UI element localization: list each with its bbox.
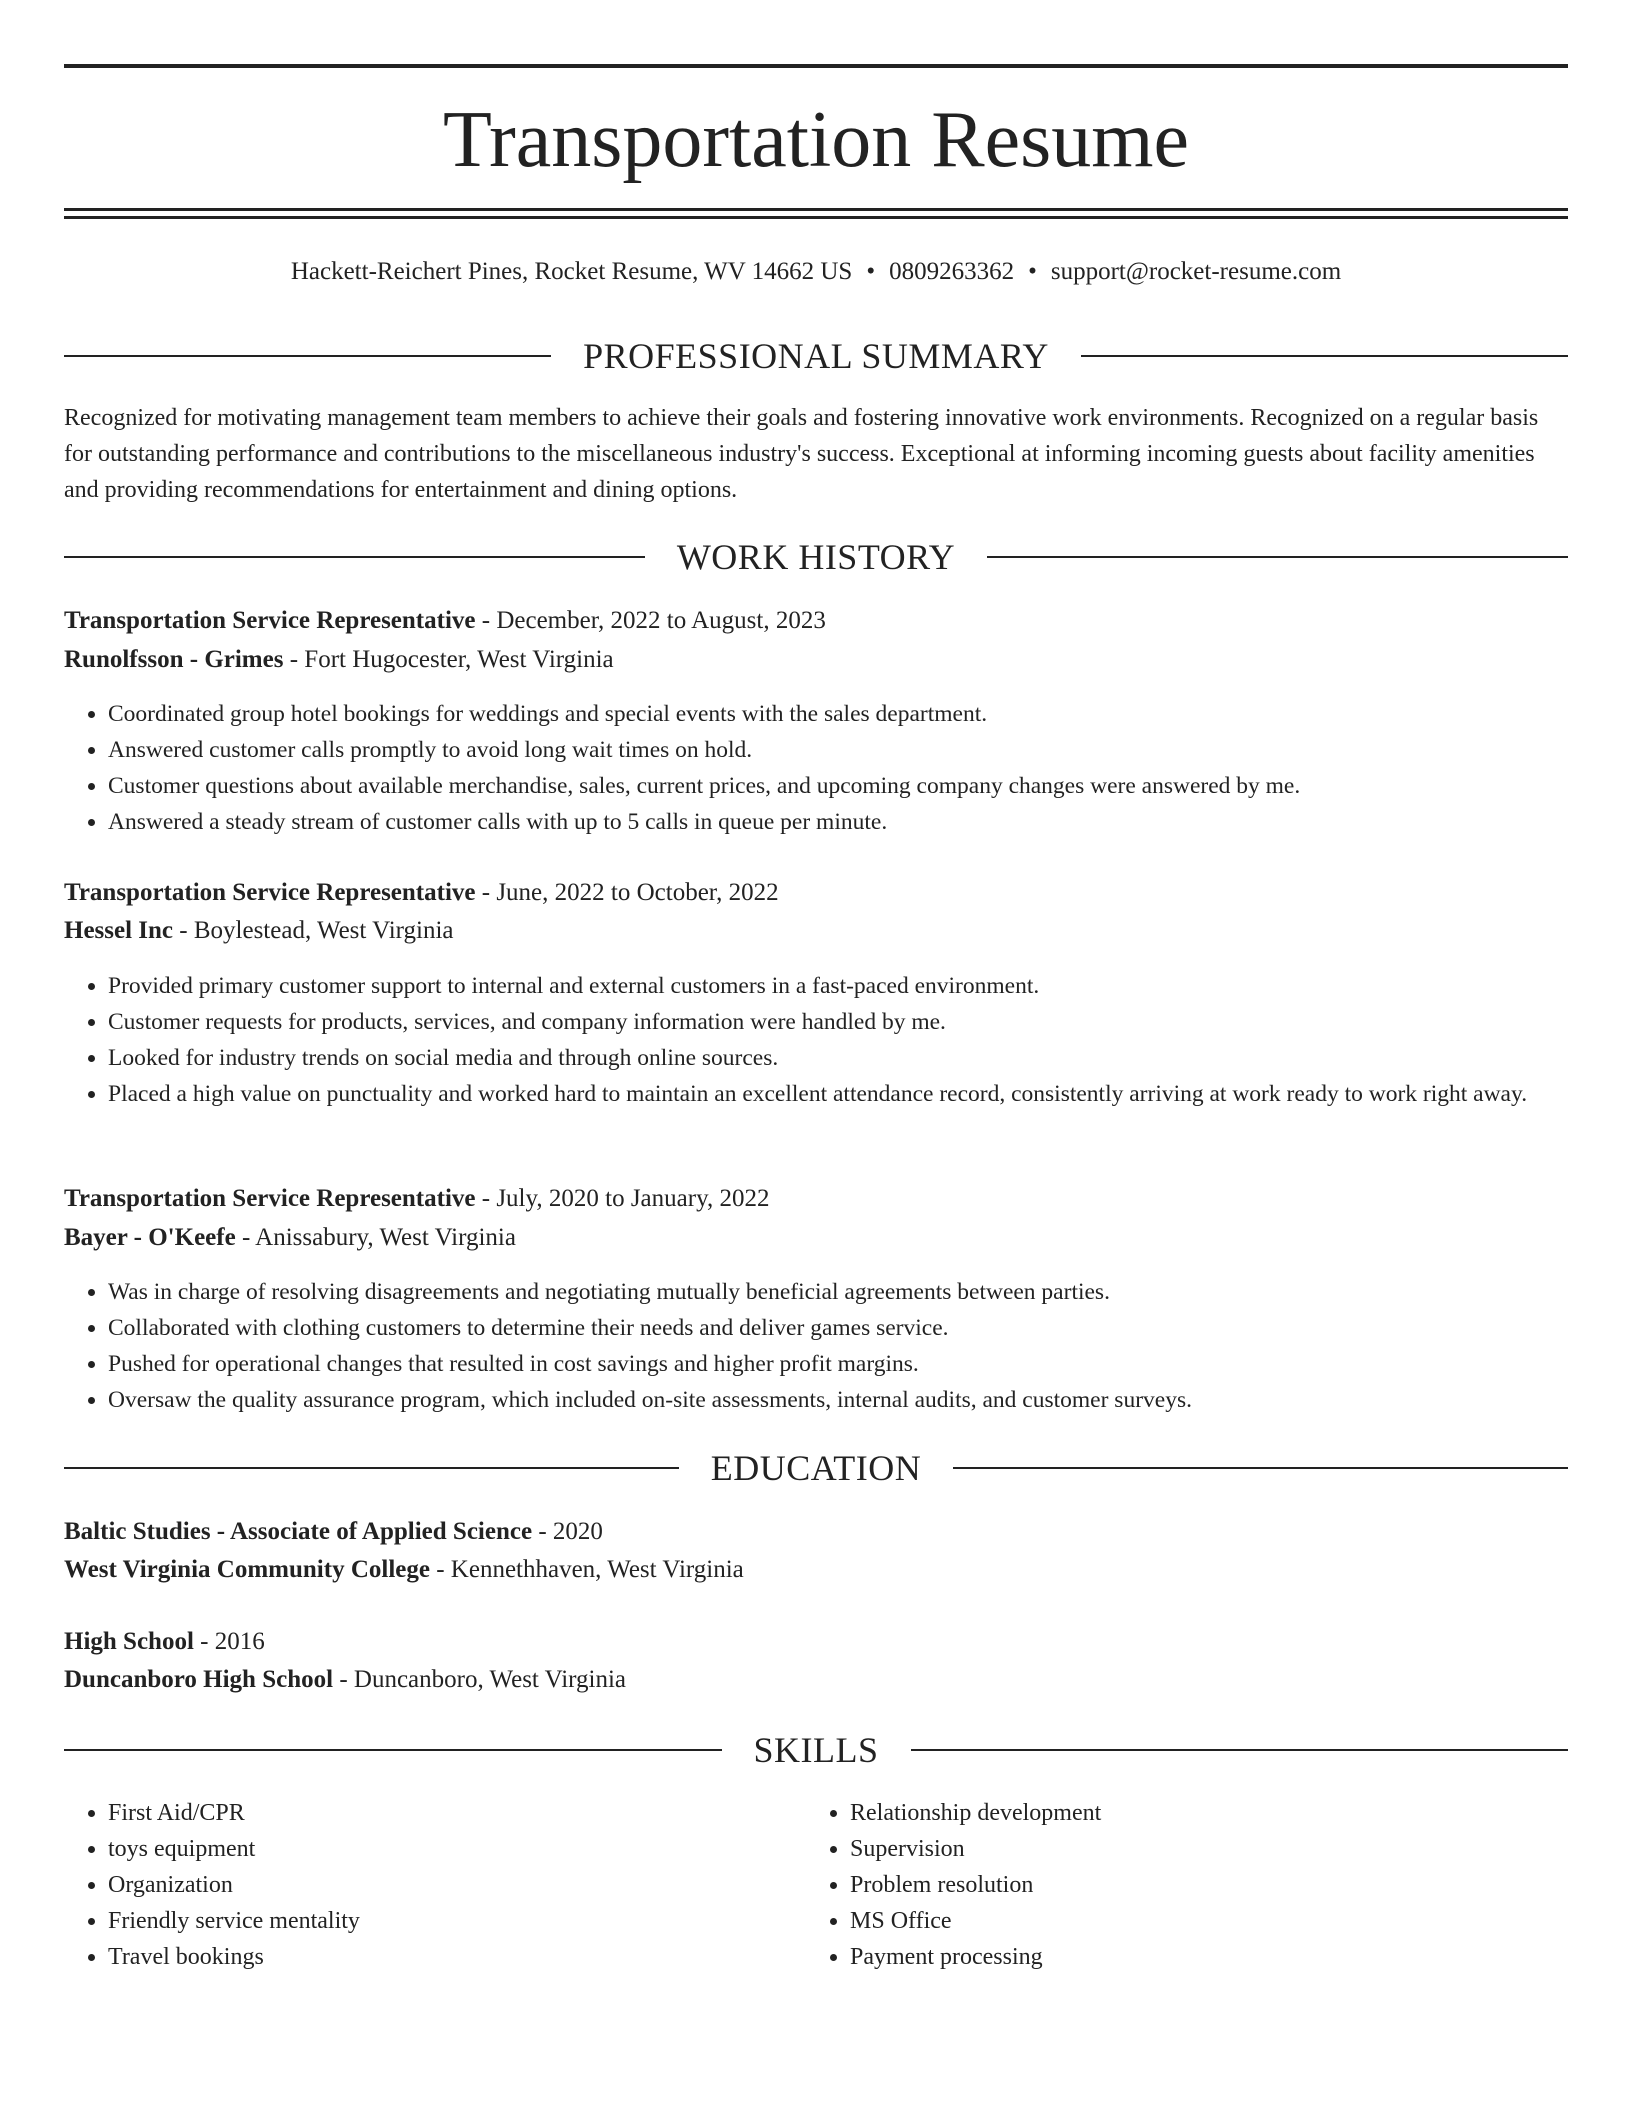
education-year: - 2020 — [532, 1518, 603, 1545]
section-title: PROFESSIONAL SUMMARY — [583, 336, 1049, 376]
section-rule — [64, 1749, 722, 1751]
section-title: WORK HISTORY — [676, 537, 956, 577]
top-rule — [64, 64, 1568, 68]
skill-item: • Supervision — [850, 1831, 1550, 1867]
contact-line — [0, 254, 1632, 290]
summary-text: Recognized for motivating management team members to achieve their goals and fostering innovative work environments. Recognized on a regular basis for outstanding performance and contributions to the miscellaneous industry's success. Exceptional at informing incoming guests about facility amenities and providing recommendations for entertainment and dining options. — [64, 405, 1539, 503]
list-item: • Customer questions about available merchandise, sales, current prices, and upcoming company changes were answered by me. — [108, 768, 1612, 804]
section-rule — [64, 556, 645, 558]
list-item: • Answered customer calls promptly to avoid long wait times on hold. — [108, 732, 1612, 768]
skill-item: • Friendly service mentality — [108, 1903, 808, 1939]
job-title: Transportation Service Representative — [64, 1185, 476, 1212]
section-rule — [911, 1749, 1569, 1751]
list-item: • Customer requests for products, services, and company information were handled by me. — [108, 1004, 1612, 1040]
skill-item: • First Aid/CPR — [108, 1795, 808, 1831]
education-degree: Baltic Studies - Associate of Applied Science — [64, 1518, 533, 1545]
list-item: • Oversaw the quality assurance program, which included on-site assessments, internal audits, and customer surveys. — [108, 1382, 1612, 1418]
list-item: • Pushed for operational changes that resulted in cost savings and higher profit margins. — [108, 1346, 1612, 1382]
job-dates: - July, 2020 to January, 2022 — [475, 1185, 770, 1212]
contact-phone: 0809263362 — [889, 258, 1015, 285]
job-title: Transportation Service Representative — [64, 879, 476, 906]
job-company-line — [64, 1219, 1568, 1257]
list-item: • Collaborated with clothing customers to determine their needs and deliver games service. — [108, 1310, 1612, 1346]
section-title: EDUCATION — [710, 1448, 922, 1488]
skills-list-right — [806, 1795, 1550, 1975]
skill-item: • Payment processing — [850, 1939, 1550, 1975]
list-item: • Answered a steady stream of customer calls with up to 5 calls in queue per minute. — [108, 804, 1612, 840]
contact-separator: • — [866, 258, 876, 285]
section-rule — [987, 556, 1568, 558]
list-item: • Placed a high value on punctuality and worked hard to maintain an excellent attendance record, consistently arriving at work ready to work right away. — [108, 1076, 1612, 1112]
job-company: Bayer - O'Keefe — [64, 1224, 236, 1251]
skill-item: • Travel bookings — [108, 1939, 808, 1975]
resume-title: Transportation Resume — [443, 96, 1189, 184]
job-location: - Anissabury, West Virginia — [235, 1224, 516, 1251]
skill-item: • Organization — [108, 1867, 808, 1903]
skill-item: • toys equipment — [108, 1831, 808, 1867]
job-company: Hessel Inc — [64, 917, 174, 944]
education-degree-line — [64, 1513, 1568, 1551]
list-item: • Looked for industry trends on social media and through online sources. — [108, 1040, 1612, 1076]
section-rule — [64, 1467, 679, 1469]
education-school: West Virginia Community College — [64, 1556, 430, 1583]
job-company-line — [64, 641, 1568, 679]
section-header-skills — [64, 1728, 1568, 1772]
education-school-line — [64, 1551, 1568, 1589]
section-rule — [953, 1467, 1568, 1469]
job-dates: - December, 2022 to August, 2023 — [475, 607, 826, 634]
title-rule-lower — [64, 216, 1568, 219]
skills-list-left — [64, 1795, 808, 1975]
education-location: - Duncanboro, West Virginia — [333, 1666, 627, 1693]
section-rule — [64, 355, 551, 357]
job-bullets — [64, 1274, 1612, 1418]
job-title-line — [64, 874, 1568, 912]
job-company: Runolfsson - Grimes — [64, 646, 284, 673]
list-item: • Coordinated group hotel bookings for weddings and special events with the sales department. — [108, 696, 1612, 732]
contact-separator: • — [1028, 258, 1037, 285]
section-title: SKILLS — [753, 1730, 879, 1770]
job-bullets — [64, 696, 1612, 840]
section-header-work — [64, 535, 1568, 579]
list-item: • Was in charge of resolving disagreements and negotiating mutually beneficial agreements between parties. — [108, 1274, 1612, 1310]
job-title-line — [64, 1180, 1568, 1218]
job-title: Transportation Service Representative — [64, 607, 476, 634]
job-location: - Boylestead, West Virginia — [173, 917, 454, 944]
job-title-line — [64, 602, 1568, 640]
list-item: • Provided primary customer support to internal and external customers in a fast-paced environment. — [108, 968, 1612, 1004]
job-dates: - June, 2022 to October, 2022 — [475, 879, 779, 906]
education-school-line — [64, 1661, 1568, 1699]
contact-email: support@rocket-resume.com — [1050, 258, 1342, 285]
education-school: Duncanboro High School — [64, 1666, 334, 1693]
job-bullets — [64, 968, 1612, 1112]
job-company-line — [64, 912, 1568, 950]
education-degree-line — [64, 1623, 1568, 1661]
education-year: - 2016 — [193, 1628, 265, 1655]
skill-item: • MS Office — [850, 1903, 1550, 1939]
skill-item: • Problem resolution — [850, 1867, 1550, 1903]
section-header-education — [64, 1446, 1568, 1490]
section-rule — [1081, 355, 1568, 357]
section-header-summary — [64, 334, 1568, 378]
job-location: - Fort Hugocester, West Virginia — [283, 646, 614, 673]
contact-address: Hackett-Reichert Pines, Rocket Resume, WV 14662 US — [290, 258, 853, 285]
education-degree: High School — [64, 1628, 194, 1655]
title-rule-upper — [64, 208, 1568, 211]
skill-item: • Relationship development — [850, 1795, 1550, 1831]
education-location: - Kennethhaven, West Virginia — [429, 1556, 744, 1583]
